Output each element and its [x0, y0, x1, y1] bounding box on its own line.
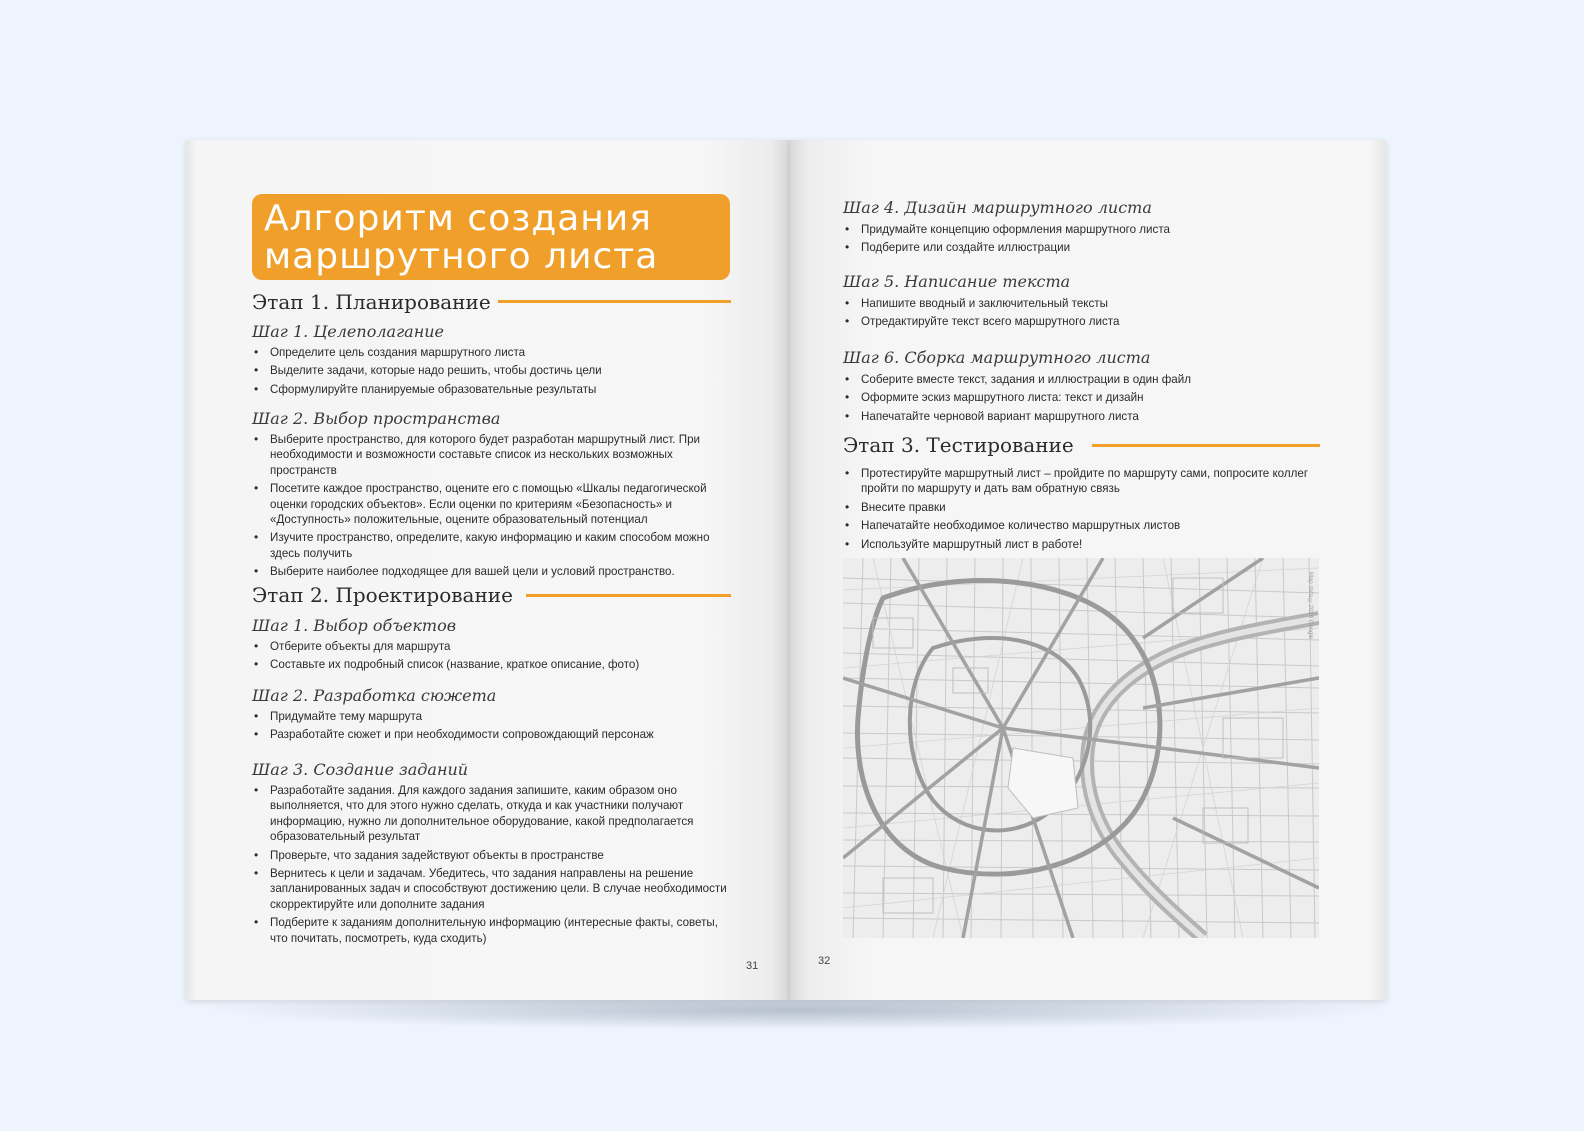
stage1-step1-list	[252, 345, 732, 400]
list-item: • Выберите наиболее подходящее для вашей цели и условий пространство.	[252, 564, 732, 579]
right-page	[790, 140, 1386, 1000]
title-line-2: маршрутного листа	[264, 236, 659, 277]
list-item: • Проверьте, что задания задействуют объекты в пространстве	[252, 848, 732, 863]
stage2-step2-heading: Шаг 2. Разработка сюжета	[252, 686, 497, 705]
stage2-step3-list	[252, 783, 732, 949]
list-item: • Подберите или создайте иллюстрации	[843, 240, 1323, 255]
step6-heading: Шаг 6. Сборка маршрутного листа	[843, 348, 1151, 367]
list-item: • Протестируйте маршрутный лист – пройдите по маршруту сами, попросите коллег пройти по маршруту и дать вам обратную связь	[843, 466, 1323, 497]
step6-list	[843, 372, 1323, 427]
stage2-step1-list	[252, 639, 732, 676]
list-item: • Посетите каждое пространство, оцените его с помощью «Шкалы педагогической оценки городских объектов». Если оценки по критериям «Безопасность» и «Доступность» положительные, оцените образовательный потенциал	[252, 481, 732, 527]
list-item: • Внесите правки	[843, 500, 1323, 515]
stage2-step1-heading: Шаг 1. Выбор объектов	[252, 616, 457, 635]
list-item: • Изучите пространство, определите, какую информацию и каким способом можно здесь получить	[252, 530, 732, 561]
step5-list	[843, 296, 1323, 333]
list-item: • Разработайте задания. Для каждого задания запишите, каким образом оно выполняется, что для этого нужно сделать, откуда и как участники получают информацию, нужно ли дополнительное оборудование, какой предполагается образовательный результат	[252, 783, 732, 845]
list-item: • Сформулируйте планируемые образовательные результаты	[252, 382, 732, 397]
stage1-step2-heading: Шаг 2. Выбор пространства	[252, 409, 501, 428]
list-item: • Разработайте сюжет и при необходимости сопровождающий персонаж	[252, 727, 732, 742]
step5-heading: Шаг 5. Написание текста	[843, 272, 1071, 291]
stage2-step3-heading: Шаг 3. Создание заданий	[252, 760, 469, 779]
step4-list	[843, 222, 1323, 259]
page-number-left: 31	[746, 960, 759, 972]
stage2-heading: Этап 2. Проектирование	[252, 583, 513, 607]
stage1-step2-list	[252, 432, 732, 583]
list-item: • Отберите объекты для маршрута	[252, 639, 732, 654]
stage2-rule	[526, 594, 731, 597]
stage2-step2-list	[252, 709, 732, 746]
list-item: • Напечатайте необходимое количество маршрутных листов	[843, 518, 1323, 533]
list-item: • Придумайте тему маршрута	[252, 709, 732, 724]
list-item: • Выберите пространство, для которого будет разработан маршрутный лист. При необходимости и возможности составьте список из нескольких возможных пространств	[252, 432, 732, 478]
list-item: • Подберите к заданиям дополнительную информацию (интересные факты, советы, что почитать, посмотреть, куда сходить)	[252, 915, 732, 946]
step4-heading: Шаг 4. Дизайн маршрутного листа	[843, 198, 1152, 217]
list-item: • Оформите эскиз маршрутного листа: текст и дизайн	[843, 390, 1323, 405]
list-item: • Напишите вводный и заключительный тексты	[843, 296, 1323, 311]
stage1-heading: Этап 1. Планирование	[252, 290, 491, 314]
map-credit: Map data ©2024 Google	[1307, 572, 1313, 640]
list-item: • Определите цель создания маршрутного листа	[252, 345, 732, 360]
page-number-right: 32	[818, 955, 831, 967]
title-block	[252, 194, 730, 280]
list-item: • Придумайте концепцию оформления маршрутного листа	[843, 222, 1323, 237]
city-map-image	[843, 558, 1319, 938]
list-item: • Отредактируйте текст всего маршрутного листа	[843, 314, 1323, 329]
list-item: • Выделите задачи, которые надо решить, чтобы достичь цели	[252, 363, 732, 378]
list-item: • Напечатайте черновой вариант маршрутного листа	[843, 409, 1323, 424]
stage3-heading: Этап 3. Тестирование	[843, 433, 1074, 457]
stage1-step1-heading: Шаг 1. Целеполагание	[252, 322, 444, 341]
title-line-1: Алгоритм создания	[264, 198, 652, 239]
stage3-rule	[1092, 444, 1320, 447]
left-page	[186, 140, 790, 1000]
stage3-list	[843, 466, 1323, 555]
list-item: • Используйте маршрутный лист в работе!	[843, 537, 1323, 552]
stage1-rule	[498, 300, 731, 303]
list-item: • Вернитесь к цели и задачам. Убедитесь, что задания направлены на решение запланированных задач и способствуют достижению цели. В случае необходимости скорректируйте или дополните задания	[252, 866, 732, 912]
list-item: • Соберите вместе текст, задания и иллюстрации в один файл	[843, 372, 1323, 387]
list-item: • Составьте их подробный список (название, краткое описание, фото)	[252, 657, 732, 672]
city-map-graphic	[843, 558, 1319, 938]
